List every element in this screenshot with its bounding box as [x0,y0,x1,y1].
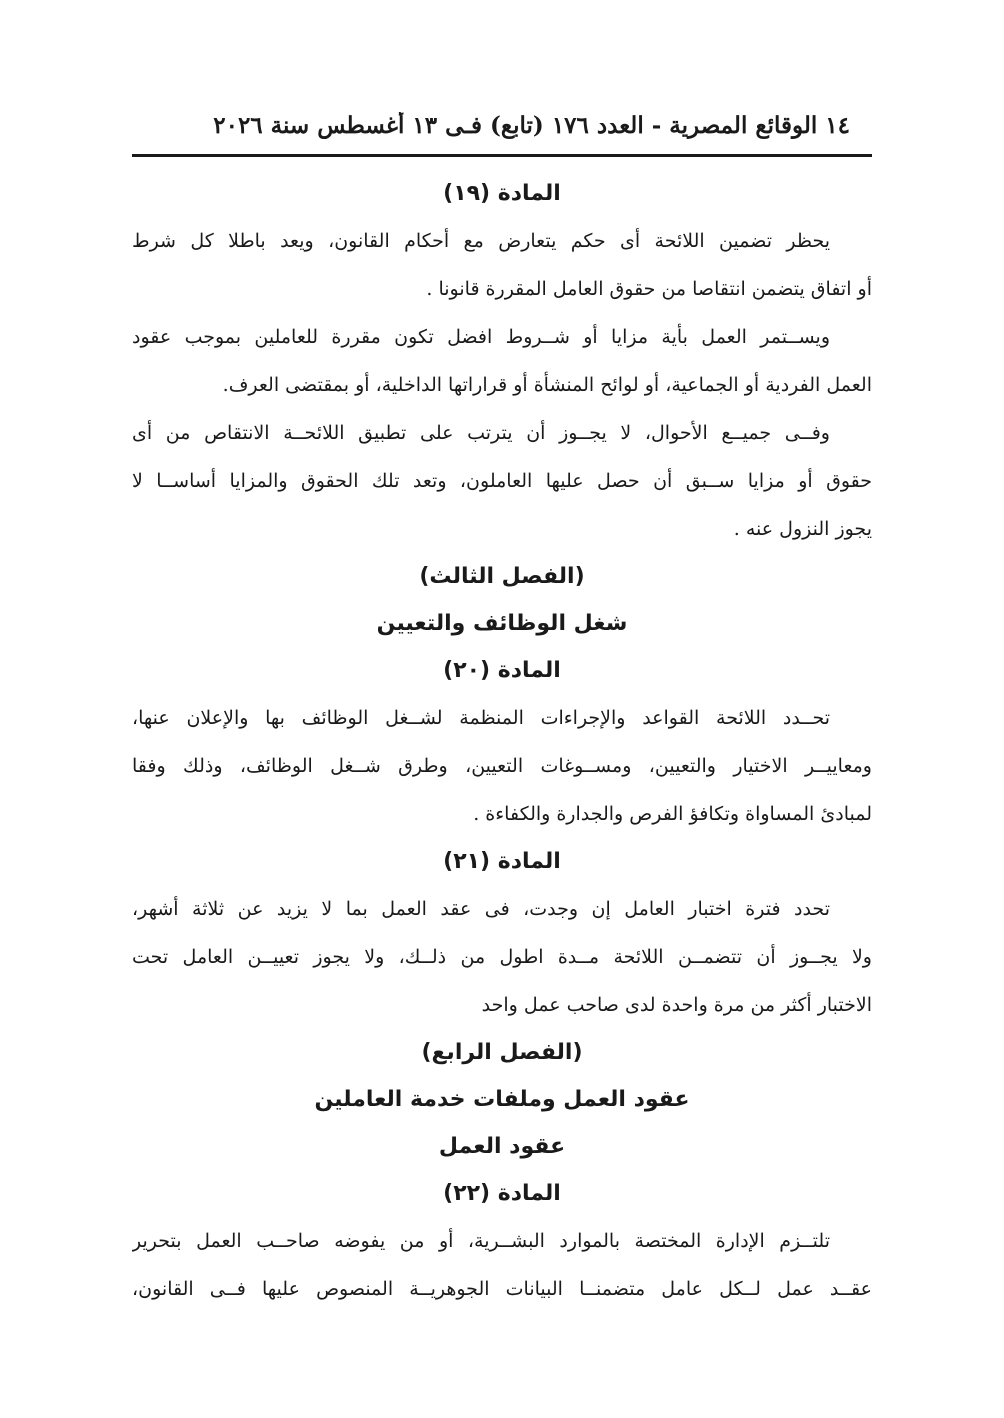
article-20-title: المادة (٢٠) [443,658,561,683]
chapter-4-subtitle: عقود العمل وملفات خدمة العاملين [314,1087,690,1112]
text-line: ولا يجــوز أن تتضمــن اللائحة مــدة اطول من ذلــك، ولا يجوز تعييــن العامل تحت [132,946,872,968]
text-line: العمل الفردية أو الجماعية، أو لوائح المنشأة أو قراراتها الداخلية، أو بمقتضى العرف. [222,374,872,396]
article-22-text [132,1217,872,1313]
text-line: حقوق أو مزايا ســبق أن حصل عليها العاملون، وتعد تلك الحقوق والمزايا أساســا لا [132,470,872,492]
text-line: لمبادئ المساواة وتكافؤ الفرص والجدارة والكفاءة . [473,803,872,825]
gazette-page [132,0,872,1418]
article-22-title: المادة (٢٢) [443,1181,561,1206]
page-content [132,170,872,1313]
text-line: يحظر تضمين اللائحة أى حكم يتعارض مع أحكام القانون، ويعد باطلا كل شرط [132,230,830,252]
text-line: وفــى جميــع الأحوال، لا يجــوز أن يترتب على تطبيق اللائحــة الانتقاص من أى [132,422,830,444]
text-line: تلتــزم الإدارة المختصة بالموارد البشــرية، أو من يفوضه صاحــب العمل بتحرير [132,1230,830,1252]
article-21-title: المادة (٢١) [443,849,561,874]
text-line: ومعاييــر الاختيار والتعيين، ومســوغات التعيين، وطرق شــغل الوظائف، وذلك وفقا [132,755,872,777]
text-line: أو اتفاق يتضمن انتقاصا من حقوق العامل المقررة قانونا . [426,278,872,300]
contracts-title: عقود العمل [438,1134,566,1159]
text-line: يجوز النزول عنه . [733,518,872,540]
header-divider [132,154,872,157]
chapter-4-title: (الفصل الرابع) [421,1040,583,1065]
article-19-title: المادة (١٩) [443,181,561,206]
text-line: عقــد عمل لــكل عامل متضمنــا البيانات الجوهريــة المنصوص عليها فــى القانون، [132,1278,872,1300]
article-19-text [132,217,872,553]
text-line: ويســتمر العمل بأية مزايا أو شــروط افضل تكون مقررة للعاملين بموجب عقود [132,326,830,348]
chapter-3-title: (الفصل الثالث) [419,564,585,589]
page-header: ١٤ الوقائع المصرية - العدد ١٧٦ (تابع) فـى ١٣ أغسطس سنة ٢٠٢٦ [213,112,850,139]
text-line: تحــدد اللائحة القواعد والإجراءات المنظمة لشــغل الوظائف بها والإعلان عنها، [132,707,830,729]
text-line: تحدد فترة اختبار العامل إن وجدت، فى عقد العمل بما لا يزيد عن ثلاثة أشهر، [132,898,830,920]
text-line: الاختبار أكثر من مرة واحدة لدى صاحب عمل واحد [481,994,872,1016]
chapter-3-subtitle: شغل الوظائف والتعيين [376,611,628,636]
article-21-text [132,885,872,1029]
article-20-text [132,694,872,838]
